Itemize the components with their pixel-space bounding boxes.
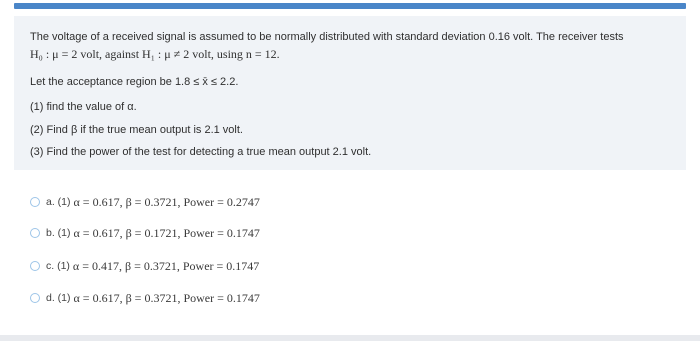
option-b-label: b. (1): [46, 227, 71, 239]
footer-bar: [0, 335, 700, 341]
option-a[interactable]: [30, 193, 260, 211]
answer-options: [14, 180, 686, 325]
option-a-text: α = 0.617, β = 0.3721, Power = 0.2747: [73, 194, 260, 209]
option-a-label: a. (1): [46, 196, 71, 208]
question-card: [14, 16, 686, 170]
option-b-text: α = 0.617, β = 0.1721, Power = 0.1747: [73, 225, 260, 240]
option-b[interactable]: [30, 224, 260, 242]
option-c-label: c. (1): [46, 260, 70, 272]
part-3-text: (3) Find the power of the test for detecting a true mean output 2.1 volt.: [30, 146, 372, 158]
option-d-text: α = 0.617, β = 0.3721, Power = 0.1747: [73, 290, 260, 305]
radio-button-b[interactable]: [30, 228, 40, 238]
radio-button-a[interactable]: [30, 197, 40, 207]
radio-button-d[interactable]: [30, 293, 40, 303]
part-1-text: (1) find the value of α.: [30, 101, 137, 113]
hypotheses-line: H₀ : μ = 2 volt, against H₁ : μ ≠ 2 volt, using n = 12.: [30, 47, 280, 61]
option-c-text: α = 0.417, β = 0.3721, Power = 0.1747: [72, 258, 260, 273]
acceptance-region-line: Let the acceptance region be 1.8 ≤ x̄ ≤ 2.2.: [30, 76, 239, 88]
option-d-label: d. (1): [46, 292, 71, 304]
option-c[interactable]: [30, 257, 259, 275]
option-d[interactable]: [30, 289, 260, 307]
question-text-line: The voltage of a received signal is assumed to be normally distributed with standard deviation 0.16 volt. The receiver tests: [30, 31, 624, 43]
radio-button-c[interactable]: [30, 261, 40, 271]
header-accent-bar: [14, 3, 686, 9]
part-2-text: (2) Find β if the true mean output is 2.1 volt.: [30, 124, 243, 136]
